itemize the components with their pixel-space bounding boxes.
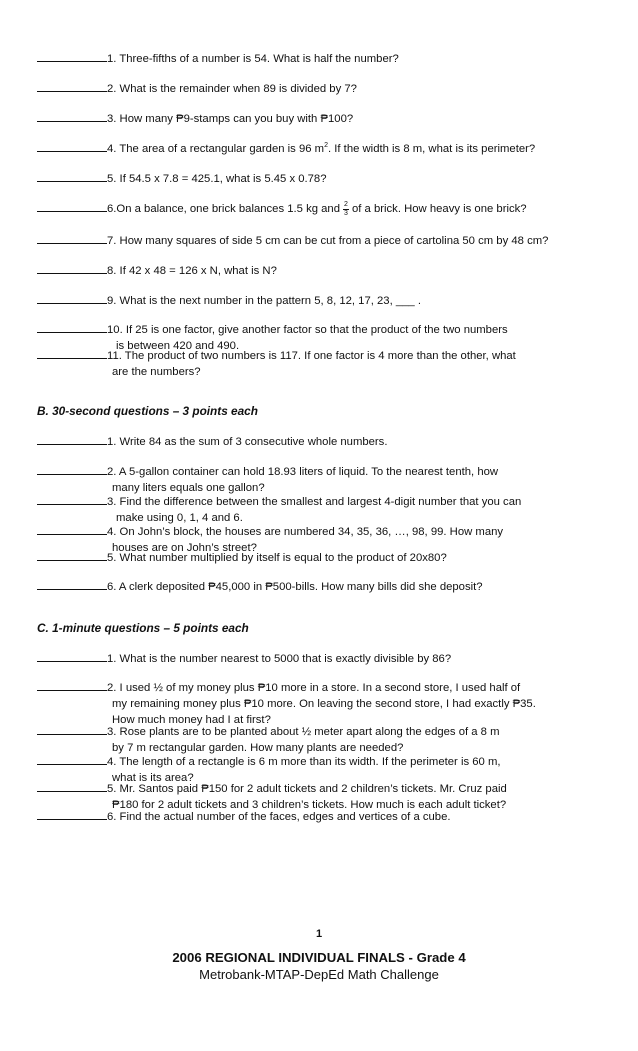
- question-a6: [37, 199, 617, 217]
- question-text: 1. Three-fifths of a number is 54. What is half the number?: [107, 53, 399, 65]
- question-continuation: many liters equals one gallon?: [112, 482, 265, 494]
- exponent: 2: [324, 142, 328, 150]
- answer-blank[interactable]: [37, 678, 107, 691]
- answer-blank[interactable]: [37, 199, 107, 212]
- question-text: 3. Find the difference between the smallest and largest 4-digit number that you can: [107, 496, 522, 508]
- question-text: 6. Find the actual number of the faces, edges and vertices of a cube.: [107, 811, 451, 823]
- question-c2: [37, 678, 617, 728]
- answer-blank[interactable]: [37, 807, 107, 820]
- question-text: 3. How many ₱9-stamps can you buy with ₱100?: [107, 113, 354, 125]
- answer-blank[interactable]: [37, 492, 107, 505]
- question-continuation: by 7 m rectangular garden. How many plants are needed?: [112, 742, 404, 754]
- question-text: 2. What is the remainder when 89 is divided by 7?: [107, 83, 357, 95]
- question-a9: [37, 291, 617, 309]
- question-a11: [37, 346, 617, 380]
- question-a7: [37, 231, 617, 249]
- answer-blank[interactable]: [37, 462, 107, 475]
- question-continuation: houses are on John’s street?: [112, 542, 257, 554]
- footer-title: 2006 REGIONAL INDIVIDUAL FINALS - Grade 4: [172, 950, 466, 965]
- question-b5: [37, 548, 617, 566]
- answer-blank[interactable]: [37, 779, 107, 792]
- answer-blank[interactable]: [37, 320, 107, 333]
- question-text: 2. I used ½ of my money plus ₱10 more in a store. In a second store, I used half of: [107, 682, 521, 694]
- footer-subtitle: Metrobank-MTAP-DepEd Math Challenge: [199, 967, 439, 982]
- question-a3: [37, 109, 617, 127]
- answer-blank[interactable]: [37, 346, 107, 359]
- fraction: [343, 201, 349, 217]
- page-number: 1: [315, 928, 323, 940]
- answer-blank[interactable]: [37, 291, 107, 304]
- answer-blank[interactable]: [37, 169, 107, 182]
- question-continuation: ₱180 for 2 adult tickets and 3 children’s tickets. How much is each adult ticket?: [112, 799, 507, 811]
- question-c6: [37, 807, 617, 825]
- question-text: 9. What is the next number in the pattern 5, 8, 12, 17, 23, ___ .: [107, 295, 421, 307]
- question-a4: [37, 139, 617, 157]
- question-text: 4. The area of a rectangular garden is 96 m: [107, 143, 325, 155]
- section-b-heading: B. 30-second questions – 3 points each: [37, 404, 258, 418]
- question-text: 10. If 25 is one factor, give another factor so that the product of the two numbers: [107, 324, 508, 336]
- question-b2: [37, 462, 617, 496]
- answer-blank[interactable]: [37, 139, 107, 152]
- answer-blank[interactable]: [37, 722, 107, 735]
- question-continuation: my remaining money plus ₱10 more. On leaving the second store, I had exactly ₱35.: [112, 698, 536, 710]
- answer-blank[interactable]: [37, 752, 107, 765]
- question-text: 1. What is the number nearest to 5000 that is exactly divisible by 86?: [107, 653, 452, 665]
- question-a5: [37, 169, 617, 187]
- question-b3: [37, 492, 617, 526]
- question-text: 4. The length of a rectangle is 6 m more than its width. If the perimeter is 60 m,: [107, 756, 501, 768]
- question-continuation: make using 0, 1, 4 and 6.: [116, 512, 243, 524]
- answer-blank[interactable]: [37, 109, 107, 122]
- question-b1: [37, 432, 617, 450]
- question-text: 6.On a balance, one brick balances 1.5 kg and: [107, 203, 340, 215]
- answer-blank[interactable]: [37, 577, 107, 590]
- answer-blank[interactable]: [37, 49, 107, 62]
- answer-blank[interactable]: [37, 522, 107, 535]
- question-a8: [37, 261, 617, 279]
- question-text: 8. If 42 x 48 = 126 x N, what is N?: [107, 265, 277, 277]
- question-text: 1. Write 84 as the sum of 3 consecutive whole numbers.: [107, 436, 388, 448]
- question-a2: [37, 79, 617, 97]
- question-text: 11. The product of two numbers is 117. If one factor is 4 more than the other, what: [107, 350, 516, 362]
- question-text: 7. How many squares of side 5 cm can be cut from a piece of cartolina 50 cm by 48 cm?: [107, 235, 549, 247]
- question-text: 2. A 5-gallon container can hold 18.93 liters of liquid. To the nearest tenth, how: [107, 466, 499, 478]
- answer-blank[interactable]: [37, 261, 107, 274]
- answer-blank[interactable]: [37, 79, 107, 92]
- section-c-heading: C. 1-minute questions – 5 points each: [37, 621, 249, 635]
- question-a1: [37, 49, 617, 67]
- question-text: 6. A clerk deposited ₱45,000 in ₱500-bills. How many bills did she deposit?: [107, 581, 483, 593]
- question-c1: [37, 649, 617, 667]
- question-text: 3. Rose plants are to be planted about ½ meter apart along the edges of a 8 m: [107, 726, 500, 738]
- question-text: 5. If 54.5 x 7.8 = 425.1, what is 5.45 x 0.78?: [107, 173, 327, 185]
- question-text: of a brick. How heavy is one brick?: [352, 203, 527, 215]
- answer-blank[interactable]: [37, 649, 107, 662]
- question-continuation: are the numbers?: [112, 366, 201, 378]
- question-continuation: what is its area?: [112, 772, 194, 784]
- question-c3: [37, 722, 617, 756]
- question-continuation: is between 420 and 490.: [116, 340, 240, 352]
- question-text: 5. What number multiplied by itself is equal to the product of 20x80?: [107, 552, 447, 564]
- question-text: . If the width is 8 m, what is its perimeter?: [327, 143, 536, 155]
- answer-blank[interactable]: [37, 231, 107, 244]
- question-text: 4. On John’s block, the houses are numbered 34, 35, 36, …, 98, 99. How many: [107, 526, 504, 538]
- question-b6: [37, 577, 617, 595]
- question-continuation: How much money had I at first?: [112, 714, 271, 726]
- answer-blank[interactable]: [37, 432, 107, 445]
- fraction-denominator: 3: [344, 210, 348, 218]
- fraction-numerator: 2: [344, 201, 348, 209]
- question-text: 5. Mr. Santos paid ₱150 for 2 adult tickets and 2 children’s tickets. Mr. Cruz paid: [107, 783, 507, 795]
- answer-blank[interactable]: [37, 548, 107, 561]
